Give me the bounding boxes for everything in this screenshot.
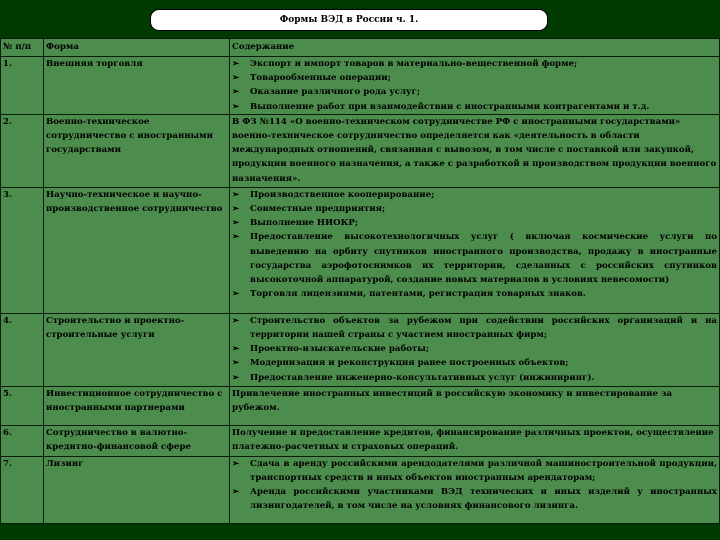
header-form: Форма xyxy=(44,39,230,57)
row-form: Инвестиционное сотрудничество с иностранными партнерами xyxy=(44,386,230,425)
row-form: Лизинг xyxy=(44,456,230,523)
row-form: Строительство и проектно-строительные услуги xyxy=(44,313,230,386)
arrow-bullet-icon: ➢ xyxy=(232,189,240,200)
row-form: Военно-техническое сотрудничество с иностранными государствами xyxy=(44,114,230,187)
row-num: 3. xyxy=(1,187,44,313)
row-content xyxy=(230,456,720,523)
row-content xyxy=(230,425,720,456)
bullet-item: ➢ Оказание различного рода услуг; xyxy=(232,85,717,99)
row-content xyxy=(230,187,720,313)
arrow-bullet-icon: ➢ xyxy=(232,289,240,300)
row-form: Сотрудничество в валютно-кредитно-финансовой сфере xyxy=(44,425,230,456)
bullet-item: ➢ Экспорт и импорт товаров в материально-вещественной форме; xyxy=(232,57,717,71)
table-row xyxy=(1,456,720,523)
bullet-item: ➢ Проектно-изыскательские работы; xyxy=(232,342,717,356)
row-content-text: Получение и предоставление кредитов, финансирование различных проектов, осуществление платежно-расчетных и страховых операций. xyxy=(232,427,714,453)
bullet-item: ➢ Строительство объектов за рубежом при содействии российских организаций и на территории нашей страны с участием иностранных фирм; xyxy=(232,314,717,342)
arrow-bullet-icon: ➢ xyxy=(232,232,240,243)
row-num: 2. xyxy=(1,114,44,187)
row-num: 4. xyxy=(1,313,44,386)
forms-table xyxy=(0,38,720,524)
row-content xyxy=(230,313,720,386)
arrow-bullet-icon: ➢ xyxy=(232,458,240,469)
table-row xyxy=(1,57,720,115)
arrow-bullet-icon: ➢ xyxy=(232,358,240,369)
page-title: Формы ВЭД в России ч. 1. xyxy=(150,9,548,31)
bullet-item: ➢ Совместные предприятия; xyxy=(232,202,717,216)
bullet-item: ➢ Предоставление высокотехнологичных услуг ( включая космические услуги по выведению на орбиту спутников иностранного производства, продажу в иностранные государства аэрофотоснимков их территории, сделанных с российских спутников высокоточной аппаратурой, создание новых материалов в условиях невесомости) xyxy=(232,230,717,287)
row-content xyxy=(230,386,720,425)
arrow-bullet-icon: ➢ xyxy=(232,204,240,215)
arrow-bullet-icon: ➢ xyxy=(232,101,240,112)
bullet-item: ➢ Выполнение работ при взаимодействии с иностранными контрагентами и т.д. xyxy=(232,100,717,114)
arrow-bullet-icon: ➢ xyxy=(232,344,240,355)
table-header-row xyxy=(1,39,720,57)
arrow-bullet-icon: ➢ xyxy=(232,73,240,84)
row-content xyxy=(230,57,720,115)
row-form: Внешняя торговля xyxy=(44,57,230,115)
bullet-item: ➢ Товарообменные операции; xyxy=(232,71,717,85)
arrow-bullet-icon: ➢ xyxy=(232,59,240,69)
table-row xyxy=(1,114,720,187)
bullet-item: ➢ Выполнение НИОКР; xyxy=(232,216,717,230)
bullet-item: ➢ Аренда российскими участниками ВЭД технических и иных изделий у иностранных лизингодателей, в том числе на условиях финансового лизинга. xyxy=(232,485,717,513)
header-content: Содержание xyxy=(230,39,720,57)
header-num: № п/п xyxy=(1,39,44,57)
bullet-item: ➢ Предоставление инженерно-консультативных услуг (инжиниринг). xyxy=(232,371,717,385)
table-row xyxy=(1,313,720,386)
arrow-bullet-icon: ➢ xyxy=(232,218,240,229)
row-num: 6. xyxy=(1,425,44,456)
arrow-bullet-icon: ➢ xyxy=(232,87,240,98)
table-row xyxy=(1,425,720,456)
arrow-bullet-icon: ➢ xyxy=(232,372,240,383)
bullet-item: ➢ Модернизация и реконструкция ранее построенных объектов; xyxy=(232,356,717,370)
bullet-item: ➢ Торговля лицензиями, патентами, регистрация товарных знаков. xyxy=(232,287,717,301)
row-form: Научно-техническое и научно-производственное сотрудничество xyxy=(44,187,230,313)
row-num: 1. xyxy=(1,57,44,115)
arrow-bullet-icon: ➢ xyxy=(232,487,240,498)
table-row xyxy=(1,187,720,313)
row-content-text: В ФЗ №114 «О военно-техническом сотрудничестве РФ с иностранными государствами» военно-техническое сотрудничество определяется как «деятельность в области международных отношений, связанная с вывозом, в том числе с поставкой или закупкой, продукции военного назначения, а также с разработкой и производством продукции военного назначения». xyxy=(232,116,717,184)
row-num: 7. xyxy=(1,456,44,523)
row-num: 5. xyxy=(1,386,44,425)
bullet-item: ➢ Производственное кооперирование; xyxy=(232,188,717,202)
arrow-bullet-icon: ➢ xyxy=(232,315,240,326)
row-content xyxy=(230,114,720,187)
row-content-text: Привлечение иностранных инвестиций в российскую экономику и инвестирование за рубежом. xyxy=(232,388,673,414)
bullet-item: ➢ Сдача в аренду российскими арендодателями различной машиностроительной продукции, транспортных средств и иных объектов иностранным арендаторам; xyxy=(232,457,717,485)
table-row xyxy=(1,386,720,425)
